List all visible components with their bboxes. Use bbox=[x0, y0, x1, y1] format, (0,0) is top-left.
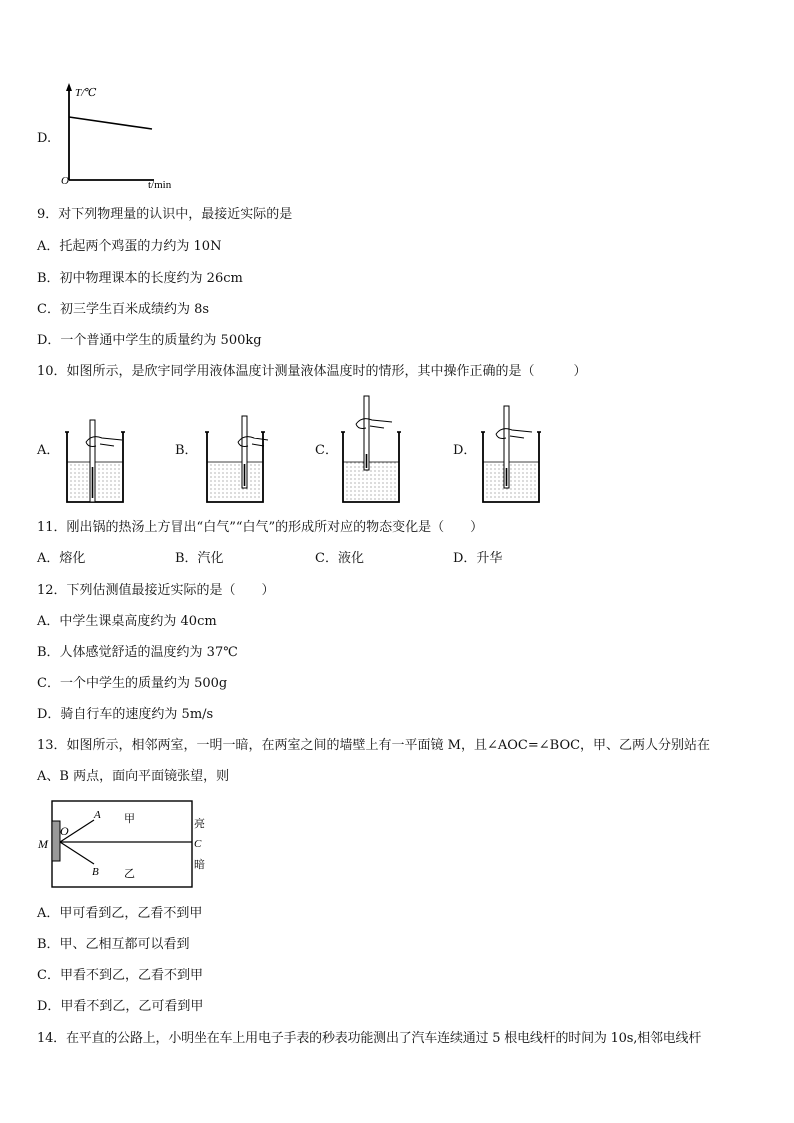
label-b: B bbox=[92, 866, 99, 878]
label-liang: 亮 bbox=[194, 818, 205, 830]
label-jia: 甲 bbox=[124, 813, 135, 825]
label-a: A bbox=[94, 809, 101, 821]
q10-stem: 10．如图所示，是欣宇同学用液体温度计测量液体温度时的情形，其中操作正确的是（ ） bbox=[37, 364, 587, 379]
q11-option-a: A．熔化 bbox=[37, 551, 86, 566]
q11-option-c: C．液化 bbox=[315, 551, 364, 566]
q10-label-b: B． bbox=[175, 443, 198, 458]
q10-label-c: C． bbox=[315, 443, 338, 458]
q13-option-d: D．甲看不到乙，乙可看到甲 bbox=[37, 999, 204, 1014]
graph-origin-label: O bbox=[61, 175, 69, 187]
beaker-figure-d bbox=[478, 404, 548, 506]
mirror-room-figure bbox=[36, 798, 216, 893]
q13-option-b: B．甲、乙相互都可以看到 bbox=[37, 937, 190, 952]
beaker-figure-a bbox=[62, 412, 132, 506]
beaker-figure-c bbox=[338, 394, 408, 506]
label-c: C bbox=[194, 838, 202, 850]
q12-option-a: A．中学生课桌高度约为 40cm bbox=[37, 614, 217, 629]
q13-stem-line1: 13．如图所示，相邻两室，一明一暗，在两室之间的墙壁上有一平面镜 M，且∠AOC=∠BOC，甲、乙两人分别站在 bbox=[37, 738, 711, 753]
label-m: M bbox=[38, 837, 48, 851]
graph-y-axis-label: T/℃ bbox=[75, 87, 97, 99]
q10-label-d: D． bbox=[453, 443, 477, 458]
q11-stem: 11．刚出锅的热汤上方冒出“白气”“白气”的形成所对应的物态变化是（ ） bbox=[37, 520, 484, 535]
q9-option-a: A．托起两个鸡蛋的力约为 10N bbox=[37, 239, 222, 254]
q12-stem: 12．下列估测值最接近实际的是（ ） bbox=[37, 583, 275, 598]
q9-option-d: D．一个普通中学生的质量约为 500kg bbox=[37, 333, 262, 348]
q10-label-a: A． bbox=[37, 443, 60, 458]
label-yi: 乙 bbox=[124, 868, 135, 880]
q13-option-c: C．甲看不到乙，乙看不到甲 bbox=[37, 968, 203, 983]
graph-x-axis-label: t/min bbox=[148, 179, 172, 191]
q13-option-a: A．甲可看到乙，乙看不到甲 bbox=[37, 906, 203, 921]
temperature-time-graph bbox=[58, 80, 188, 195]
q12-option-c: C．一个中学生的质量约为 500g bbox=[37, 676, 228, 691]
q9-option-b: B．初中物理课本的长度约为 26cm bbox=[37, 271, 243, 286]
q14-stem: 14．在平直的公路上，小明坐在车上用电子手表的秒表功能测出了汽车连续通过 5 根电线杆的时间为 10s,相邻电线杆 bbox=[37, 1031, 702, 1046]
q9-stem: 9．对下列物理量的认识中，最接近实际的是 bbox=[37, 207, 293, 222]
q11-option-d: D．升华 bbox=[453, 551, 503, 566]
q12-option-b: B．人体感觉舒适的温度约为 37℃ bbox=[37, 645, 238, 660]
q12-option-d: D．骑自行车的速度约为 5m/s bbox=[37, 707, 214, 722]
q13-stem-line2: A、B 两点，面向平面镜张望，则 bbox=[37, 769, 230, 784]
label-an: 暗 bbox=[194, 859, 205, 871]
beaker-figure-b bbox=[202, 412, 272, 506]
q11-option-b: B．汽化 bbox=[175, 551, 224, 566]
q8-option-d-label: D. bbox=[37, 131, 52, 146]
label-o: O bbox=[60, 824, 69, 838]
q9-option-c: C．初三学生百米成绩约为 8s bbox=[37, 302, 210, 317]
